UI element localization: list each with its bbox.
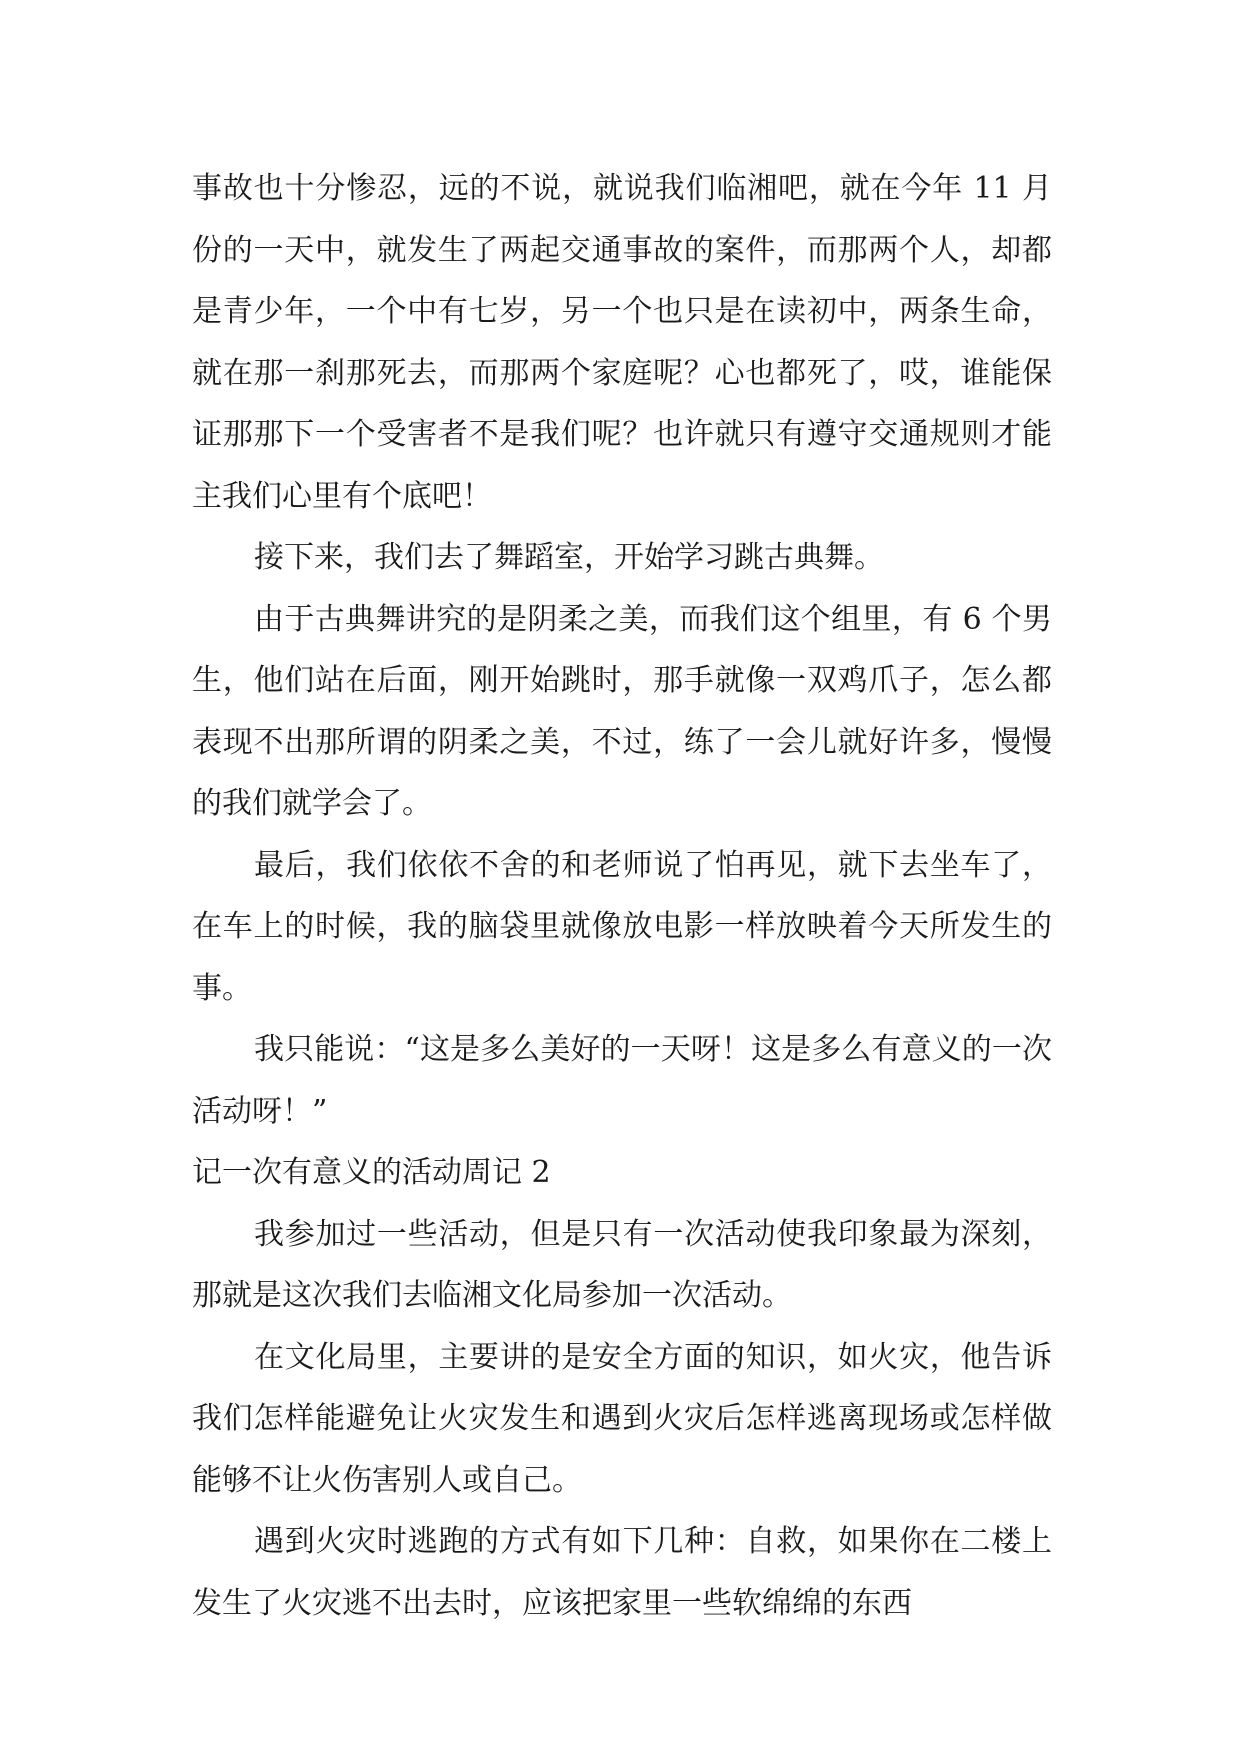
paragraph-classical-dance: 由于古典舞讲究的是阴柔之美，而我们这个组里，有 6 个男生，他们站在后面，刚开始跳时，那手就像一双鸡爪子，怎么都表现不出那所谓的阴柔之美，不过，练了一会儿就好许多，慢慢的我们就学会了。 xyxy=(192,601,1052,821)
paragraph-fire-escape: 遇到火灾时逃跑的方式有如下几种：自救，如果你在二楼上发生了火灾逃不出去时，应该把家里一些软绵绵的东西 xyxy=(192,1524,1052,1621)
section-heading: 记一次有意义的活动周记 2 xyxy=(192,1155,551,1190)
paragraph-farewell: 最后，我们依依不舍的和老师说了怕再见，就下去坐车了，在车上的时候，我的脑袋里就像放电影一样放映着今天所发生的事。 xyxy=(192,847,1052,1006)
paragraph-dance-room: 接下来，我们去了舞蹈室，开始学习跳古典舞。 xyxy=(254,540,884,575)
document-body xyxy=(192,158,1052,1634)
paragraph-activity-intro: 我参加过一些活动，但是只有一次活动使我印象最为深刻，那就是这次我们去临湘文化局参加一次活动。 xyxy=(192,1216,1052,1313)
paragraph-traffic-accident: 事故也十分惨忍，远的不说，就说我们临湘吧，就在今年 11 月份的一天中，就发生了两起交通事故的案件，而那两个人，却都是青少年，一个中有七岁，另一个也只是在读初中，两条生命，就在那一刹那死去，而那两个家庭呢？心也都死了，哎，谁能保证那那下一个受害者不是我们呢？也许就只有遵守交通规则才能主我们心里有个底吧！ xyxy=(192,171,1052,514)
paragraph-conclusion-quote: 我只能说：“这是多么美好的一天呀！这是多么有意义的一次活动呀！” xyxy=(192,1032,1052,1129)
paragraph-safety-knowledge: 在文化局里，主要讲的是安全方面的知识，如火灾，他告诉我们怎样能避免让火灾发生和遇到火灾后怎样逃离现场或怎样做能够不让火伤害别人或自己。 xyxy=(192,1339,1052,1498)
